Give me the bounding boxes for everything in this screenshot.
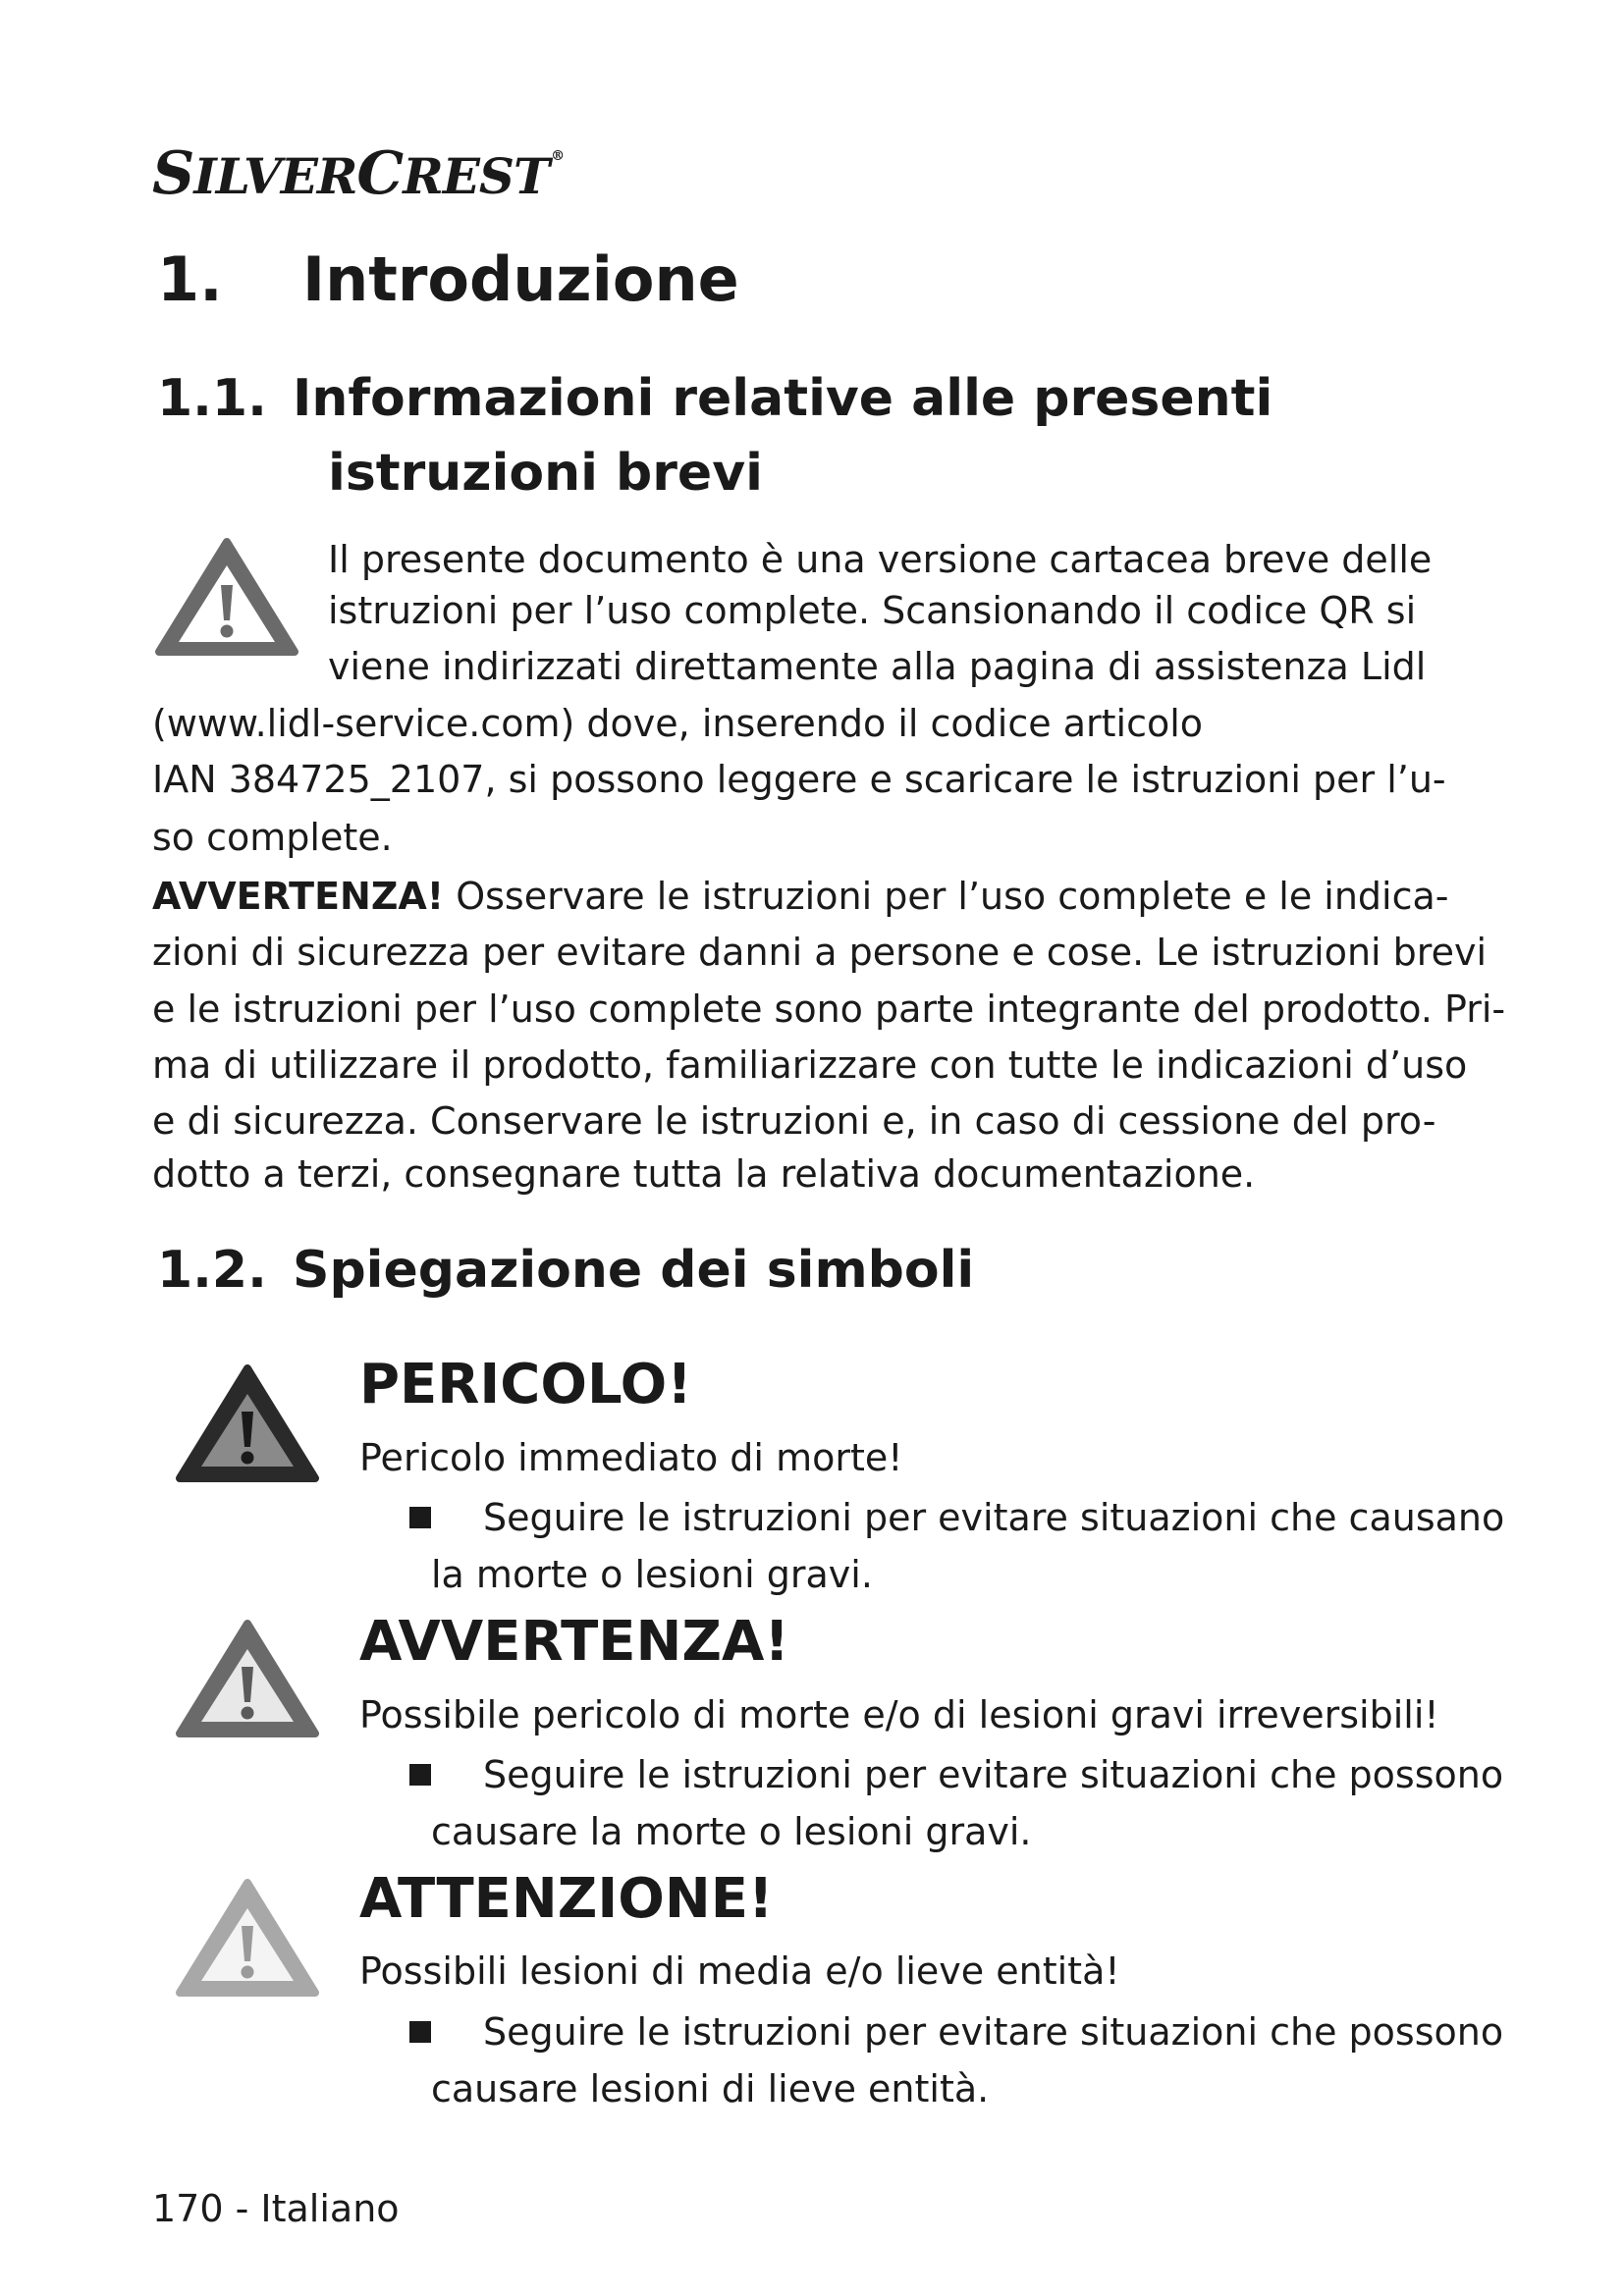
warning-line-6: dotto a terzi, consegnare tutta la relativa documentazione. [152, 1152, 1256, 1196]
signal-title-attenzione: ATTENZIONE! [359, 1867, 774, 1931]
chapter-title: Introduzione [302, 243, 739, 315]
bullet-marker [409, 2021, 431, 2043]
section-1-2-number: 1.2. [157, 1241, 267, 1300]
signal-bullet-pericolo-line2: la morte o lesioni gravi. [431, 1553, 873, 1596]
section-1-1-title-line2: istruzioni brevi [328, 444, 763, 503]
warning-line-2: zioni di sicurezza per evitare danni a persone e cose. Le istruzioni brevi [152, 931, 1488, 974]
bullet-marker [409, 1764, 431, 1786]
silvercrest-logo: SILVERCREST ® [152, 139, 565, 208]
warning-line-4: ma di utilizzare il prodotto, familiarizzare con tutte le indicazioni d’uso [152, 1043, 1468, 1087]
signal-bullet-attenzione-line1: Seguire le istruzioni per evitare situazioni che possono [483, 2010, 1504, 2054]
danger-triangle-icon [174, 1362, 321, 1484]
warning-line-5: e di sicurezza. Conservare le istruzioni e, in caso di cessione del pro- [152, 1099, 1436, 1143]
signal-description-attenzione: Possibili lesioni di media e/o lieve entità! [359, 1949, 1120, 1993]
chapter-heading [157, 243, 844, 322]
section-1-1-heading [157, 369, 1335, 507]
section-1-2-heading [157, 1241, 1335, 1309]
signal-description-pericolo: Pericolo immediato di morte! [359, 1436, 903, 1479]
intro-line-1: Il presente documento è una versione cartacea breve delle [328, 538, 1433, 581]
intro-line-6: so complete. [152, 816, 393, 859]
section-1-1-title-line1: Informazioni relative alle presenti [293, 369, 1273, 428]
warning-line-3: e le istruzioni per l’uso complete sono parte integrante del prodotto. Pri- [152, 988, 1506, 1031]
chapter-number: 1. [157, 243, 223, 315]
warning-triangle-icon [174, 1618, 321, 1739]
signal-bullet-avvertenza-line1: Seguire le istruzioni per evitare situazioni che possono [483, 1753, 1504, 1796]
warning-label: AVVERTENZA! [152, 875, 445, 918]
warning-triangle-icon [153, 536, 300, 658]
caution-triangle-icon [174, 1877, 321, 1999]
signal-description-avvertenza: Possibile pericolo di morte e/o di lesioni gravi irreversibili! [359, 1693, 1439, 1736]
page-footer: 170 - Italiano [152, 2187, 400, 2230]
section-1-1-number: 1.1. [157, 369, 267, 428]
intro-line-5: IAN 384725_2107, si possono leggere e scaricare le istruzioni per l’u- [152, 758, 1446, 801]
signal-bullet-avvertenza-line2: causare la morte o lesioni gravi. [431, 1810, 1032, 1853]
intro-line-2: istruzioni per l’uso complete. Scansionando il codice QR si [328, 589, 1417, 632]
signal-bullet-pericolo-line1: Seguire le istruzioni per evitare situazioni che causano [483, 1496, 1505, 1539]
section-1-2-title: Spiegazione dei simboli [293, 1241, 975, 1300]
signal-title-pericolo: PERICOLO! [359, 1353, 692, 1416]
intro-line-3: viene indirizzati direttamente alla pagina di assistenza Lidl [328, 645, 1427, 688]
bullet-marker [409, 1507, 431, 1528]
warning-line-1: AVVERTENZA! Osservare le istruzioni per l’uso complete e le indica- [152, 875, 1449, 918]
intro-line-4: (www.lidl-service.com) dove, inserendo il codice articolo [152, 702, 1204, 745]
signal-bullet-attenzione-line2: causare lesioni di lieve entità. [431, 2067, 990, 2110]
signal-title-avvertenza: AVVERTENZA! [359, 1610, 789, 1674]
